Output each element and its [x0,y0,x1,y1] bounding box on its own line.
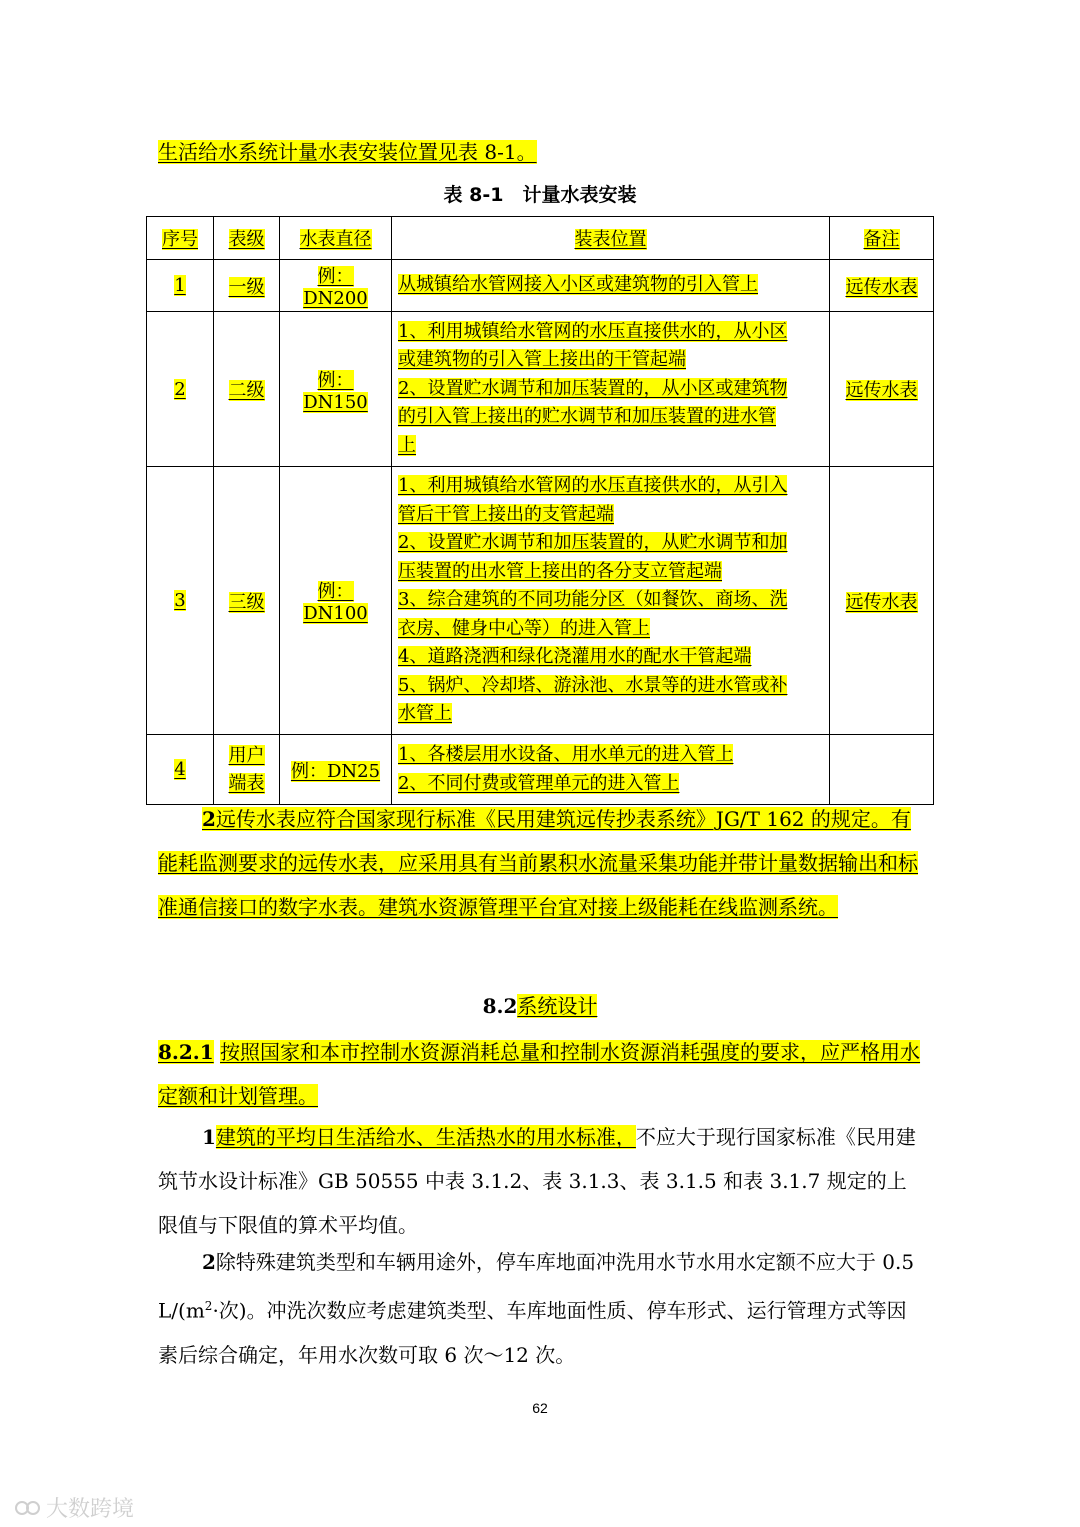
cell-no: 1 [147,260,214,312]
cell-location: 1、利用城镇给水管网的水压直接供水的，从引入 管后干管上接出的支管起端 2、设置贮水调节和加压装置的，从贮水调节和加 压装置的出水管上接出的各分支立管起端 3、综合建筑的不同功能分区（如餐饮、商场、洗 衣房、健身中心等）的进入管上 4、道路浇洒和绿化浇灌用水的配水干管起端 5、锅炉、冷却塔、游泳池、水景等的进水管或补 水管上 [392,467,830,735]
item-2-number: 2 [202,1250,216,1274]
table-caption: 表 8-1 计量水表安装 [443,184,637,206]
cell-no: 4 [147,735,214,805]
intro-paragraph [158,137,922,167]
watermark-logo-icon [14,1497,42,1519]
cell-remark: 远传水表 [830,467,934,735]
table-row [147,735,934,805]
table-row [147,467,934,735]
section-heading [0,990,1080,1019]
header-diameter: 水表直径 [280,217,392,260]
cell-level: 一级 [214,260,280,312]
intro-text: 生活给水系统计量水表安装位置见表 8-1。 [158,140,537,164]
clause-number: 8.2.1 [158,1040,214,1064]
requirement-2-text: 远传水表应符合国家现行标准《民用建筑远传抄表系统》JG/T 162 的规定。有能耗监测要求的远传水表，应采用具有当前累积水流量采集功能并带计量数据输出和标准通信接口的数字水表。建筑水资源管理平台宜对接上级能耗在线监测系统。 [158,807,918,919]
cell-no: 3 [147,467,214,735]
section-title: 系统设计 [517,994,598,1018]
section-number: 8.2 [482,994,518,1018]
cell-diameter: 例：DN150 [280,312,392,467]
header-remark: 备注 [830,217,934,260]
requirement-2-paragraph [158,797,922,929]
clause-text: 按照国家和本市控制水资源消耗总量和控制水资源消耗强度的要求，应严格用水定额和计划管理。 [158,1040,921,1108]
item-1-highlight: 建筑的平均日生活给水、生活热水的用水标准， [215,1125,636,1149]
cell-level: 二级 [214,312,280,467]
requirement-2-number: 2 [202,807,216,831]
cell-no: 2 [147,312,214,467]
watermark [14,1492,134,1523]
item-2-paragraph [158,1240,922,1377]
cell-diameter: 例：DN100 [280,467,392,735]
cell-remark: 远传水表 [830,312,934,467]
cell-level: 三级 [214,467,280,735]
item-1-paragraph [158,1115,922,1247]
cell-diameter: 例：DN200 [280,260,392,312]
cell-remark: 远传水表 [830,260,934,312]
cell-location: 1、利用城镇给水管网的水压直接供水的，从小区 或建筑物的引入管上接出的干管起端 2、设置贮水调节和加压装置的，从小区或建筑物 的引入管上接出的贮水调节和加压装置的进水管 上 [392,312,830,467]
item-2-text-b: ·次)。冲洗次数应考虑建筑类型、车库地面性质、停车形式、运行管理方式等因素后综合确定，年用水次数可取 6 次～12 次。 [158,1298,907,1367]
meter-table [146,216,934,805]
cell-level: 用户端表 [214,735,280,805]
cell-diameter: 例：DN25 [280,735,392,805]
item-1-text: 不应大于现行国家标准《民用建筑节水设计标准》GB 50555 中表 3.1.2、表 3.1.3、表 3.1.5 和表 3.1.7 规定的上限值与下限值的算术平均值。 [158,1125,916,1237]
clause-8-2-1 [158,1030,922,1118]
table-header-row [147,217,934,260]
header-location: 装表位置 [392,217,830,260]
table-row [147,312,934,467]
header-level: 表级 [214,217,280,260]
cell-remark [830,735,934,805]
watermark-text: 大数跨境 [46,1497,135,1522]
page-number: 62 [532,1400,548,1416]
cell-location: 1、各楼层用水设备、用水单元的进入管上 2、不同付费或管理单元的进入管上 [392,735,830,805]
header-no: 序号 [147,217,214,260]
table-row [147,260,934,312]
cell-location: 从城镇给水管网接入小区或建筑物的引入管上 [392,260,830,312]
item-2-superscript: 2 [204,1299,213,1313]
item-1-number: 1 [202,1125,216,1149]
item-2-text-a: 除特殊建筑类型和车辆用途外，停车库地面冲洗用水节水用水定额不应大于 0.5 L/(m [158,1250,915,1323]
